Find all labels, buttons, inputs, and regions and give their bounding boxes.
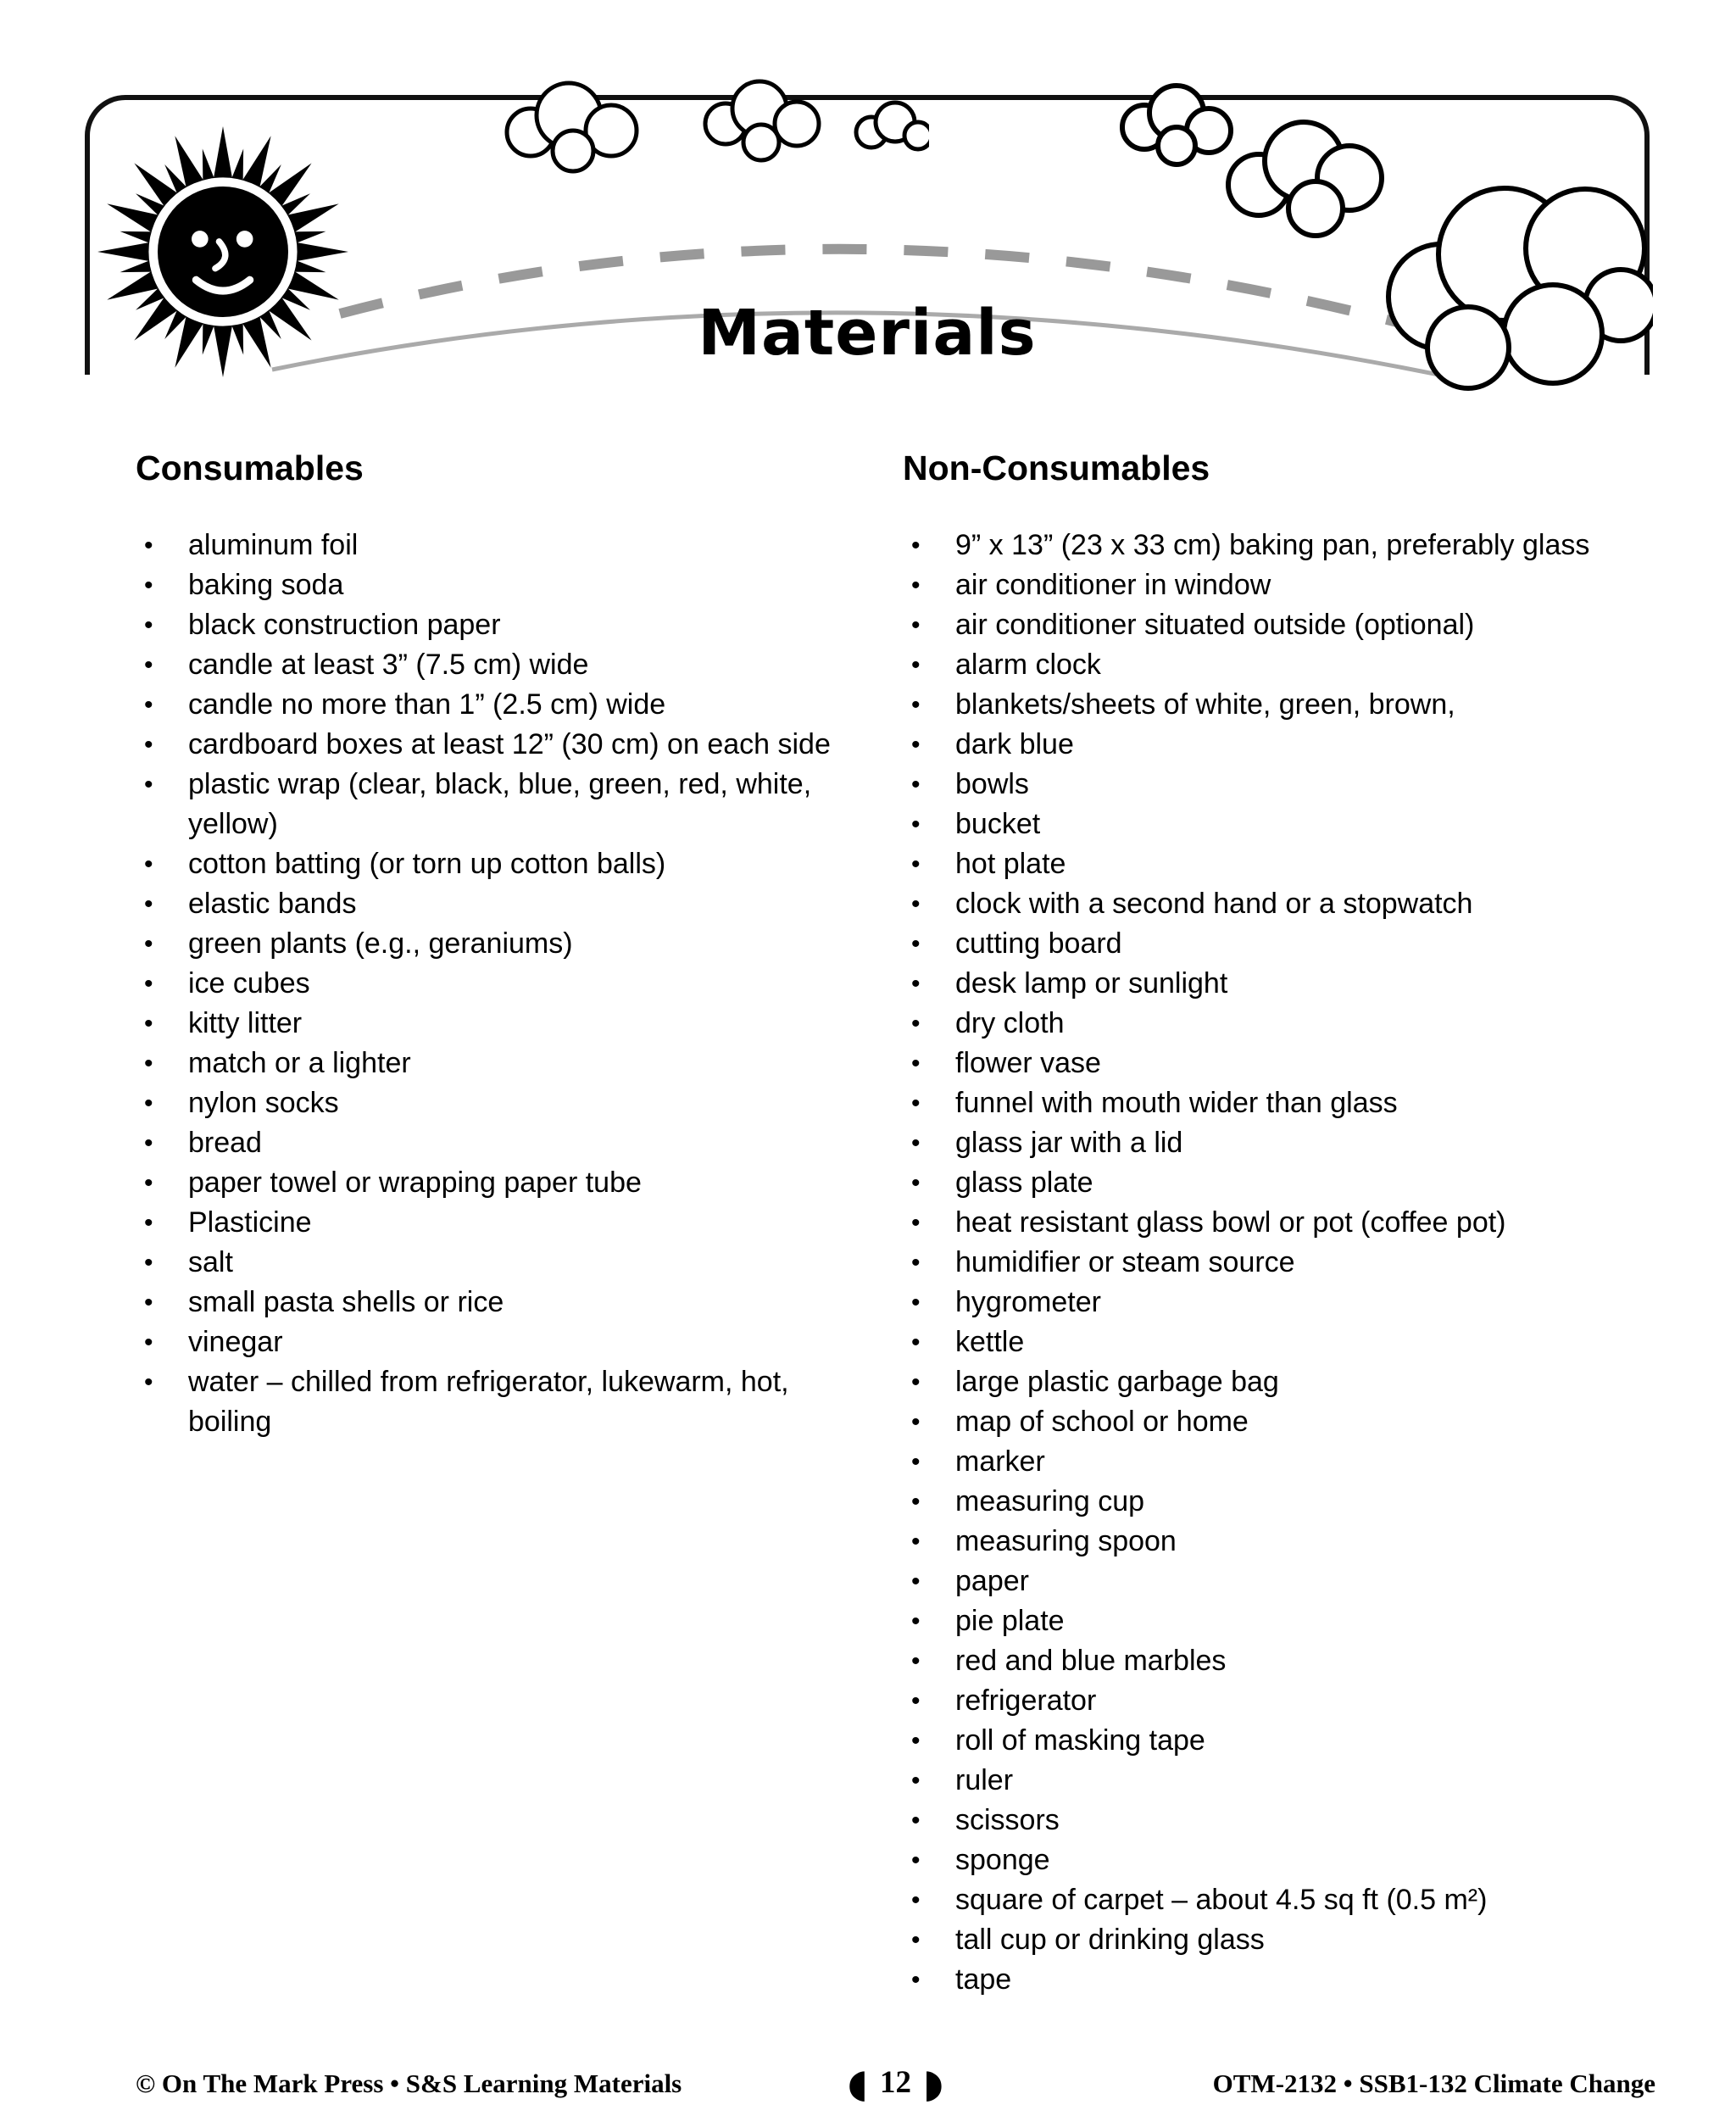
- list-item: • elastic bands: [136, 884, 852, 924]
- list-item: • cotton batting (or torn up cotton balls): [136, 844, 852, 884]
- list-item: • marker: [903, 1442, 1655, 1482]
- page-number-ornament-left-icon: ◖: [847, 2060, 868, 2106]
- list-item: • funnel with mouth wider than glass: [903, 1083, 1655, 1123]
- list-item: • water – chilled from refrigerator, lukewarm, hot, boiling: [136, 1362, 852, 1442]
- list-item: • desk lamp or sunlight: [903, 964, 1655, 1004]
- page-number-block: [847, 2060, 944, 2106]
- list-item: • dark blue: [903, 725, 1655, 765]
- list-item: • glass jar with a lid: [903, 1123, 1655, 1163]
- list-item: • sponge: [903, 1840, 1655, 1880]
- list-item: • tape: [903, 1960, 1655, 2000]
- list-item: • pie plate: [903, 1601, 1655, 1641]
- list-item: • dry cloth: [903, 1004, 1655, 1044]
- list-item: • humidifier or steam source: [903, 1243, 1655, 1283]
- list-item: • salt: [136, 1243, 852, 1283]
- list-item: • candle at least 3” (7.5 cm) wide: [136, 645, 852, 685]
- list-item: • heat resistant glass bowl or pot (coffee pot): [903, 1203, 1655, 1243]
- top-clouds-icon: [454, 71, 929, 198]
- list-item: • 9” x 13” (23 x 33 cm) baking pan, preferably glass: [903, 526, 1655, 565]
- list-item: • paper: [903, 1562, 1655, 1601]
- list-item: • square of carpet – about 4.5 sq ft (0.5 m²): [903, 1880, 1655, 1920]
- non-consumables-list: [903, 526, 1655, 2000]
- list-item: • hot plate: [903, 844, 1655, 884]
- list-item: • kettle: [903, 1322, 1655, 1362]
- list-item: • alarm clock: [903, 645, 1655, 685]
- list-item: • flower vase: [903, 1044, 1655, 1083]
- list-item: • air conditioner in window: [903, 565, 1655, 605]
- non-consumables-heading: Non-Consumables: [903, 448, 1210, 487]
- consumables-section: [136, 448, 852, 2000]
- list-item: • candle no more than 1” (2.5 cm) wide: [136, 685, 852, 725]
- list-item: • cardboard boxes at least 12” (30 cm) on each side: [136, 725, 852, 765]
- list-item: • bread: [136, 1123, 852, 1163]
- list-item: • baking soda: [136, 565, 852, 605]
- list-item: • roll of masking tape: [903, 1721, 1655, 1761]
- list-item: • black construction paper: [136, 605, 852, 645]
- list-item: • tall cup or drinking glass: [903, 1920, 1655, 1960]
- publisher-credit: © On The Mark Press • S&S Learning Materials: [136, 2069, 682, 2098]
- list-item: • match or a lighter: [136, 1044, 852, 1083]
- non-consumables-section: [903, 448, 1655, 2000]
- list-item: • red and blue marbles: [903, 1641, 1655, 1681]
- list-item: • vinegar: [136, 1322, 852, 1362]
- list-item: • clock with a second hand or a stopwatch: [903, 884, 1655, 924]
- list-item: • air conditioner situated outside (optional): [903, 605, 1655, 645]
- list-item: • aluminum foil: [136, 526, 852, 565]
- page-footer: [136, 2057, 1655, 2106]
- list-item: • plastic wrap (clear, black, blue, green, red, white, yellow): [136, 765, 852, 844]
- list-item: • nylon socks: [136, 1083, 852, 1123]
- list-item: • paper towel or wrapping paper tube: [136, 1163, 852, 1203]
- list-item: • bucket: [903, 805, 1655, 844]
- list-item: • ice cubes: [136, 964, 852, 1004]
- consumables-heading: Consumables: [136, 448, 364, 487]
- list-item: • Plasticine: [136, 1203, 852, 1243]
- page-number-ornament-right-icon: ◗: [923, 2060, 944, 2106]
- materials-columns: [136, 448, 1655, 2000]
- header-decorative-box: [85, 95, 1650, 375]
- list-item: • refrigerator: [903, 1681, 1655, 1721]
- list-item: • map of school or home: [903, 1402, 1655, 1442]
- list-item: • kitty litter: [136, 1004, 852, 1044]
- list-item: • glass plate: [903, 1163, 1655, 1203]
- list-item: • hygrometer: [903, 1283, 1655, 1322]
- page-number: 12: [880, 2065, 911, 2100]
- page-title: Materials: [698, 297, 1037, 370]
- product-code: OTM-2132 • SSB1-132 Climate Change: [1212, 2069, 1655, 2098]
- list-item: • blankets/sheets of white, green, brown,: [903, 685, 1655, 725]
- consumables-list: [136, 526, 852, 1442]
- list-item: • cutting board: [903, 924, 1655, 964]
- list-item: • green plants (e.g., geraniums): [136, 924, 852, 964]
- list-item: • measuring spoon: [903, 1522, 1655, 1562]
- list-item: • large plastic garbage bag: [903, 1362, 1655, 1402]
- list-item: • bowls: [903, 765, 1655, 805]
- list-item: • measuring cup: [903, 1482, 1655, 1522]
- list-item: • small pasta shells or rice: [136, 1283, 852, 1322]
- list-item: • ruler: [903, 1761, 1655, 1801]
- clouds-icon: [1043, 75, 1653, 431]
- list-item: • scissors: [903, 1801, 1655, 1840]
